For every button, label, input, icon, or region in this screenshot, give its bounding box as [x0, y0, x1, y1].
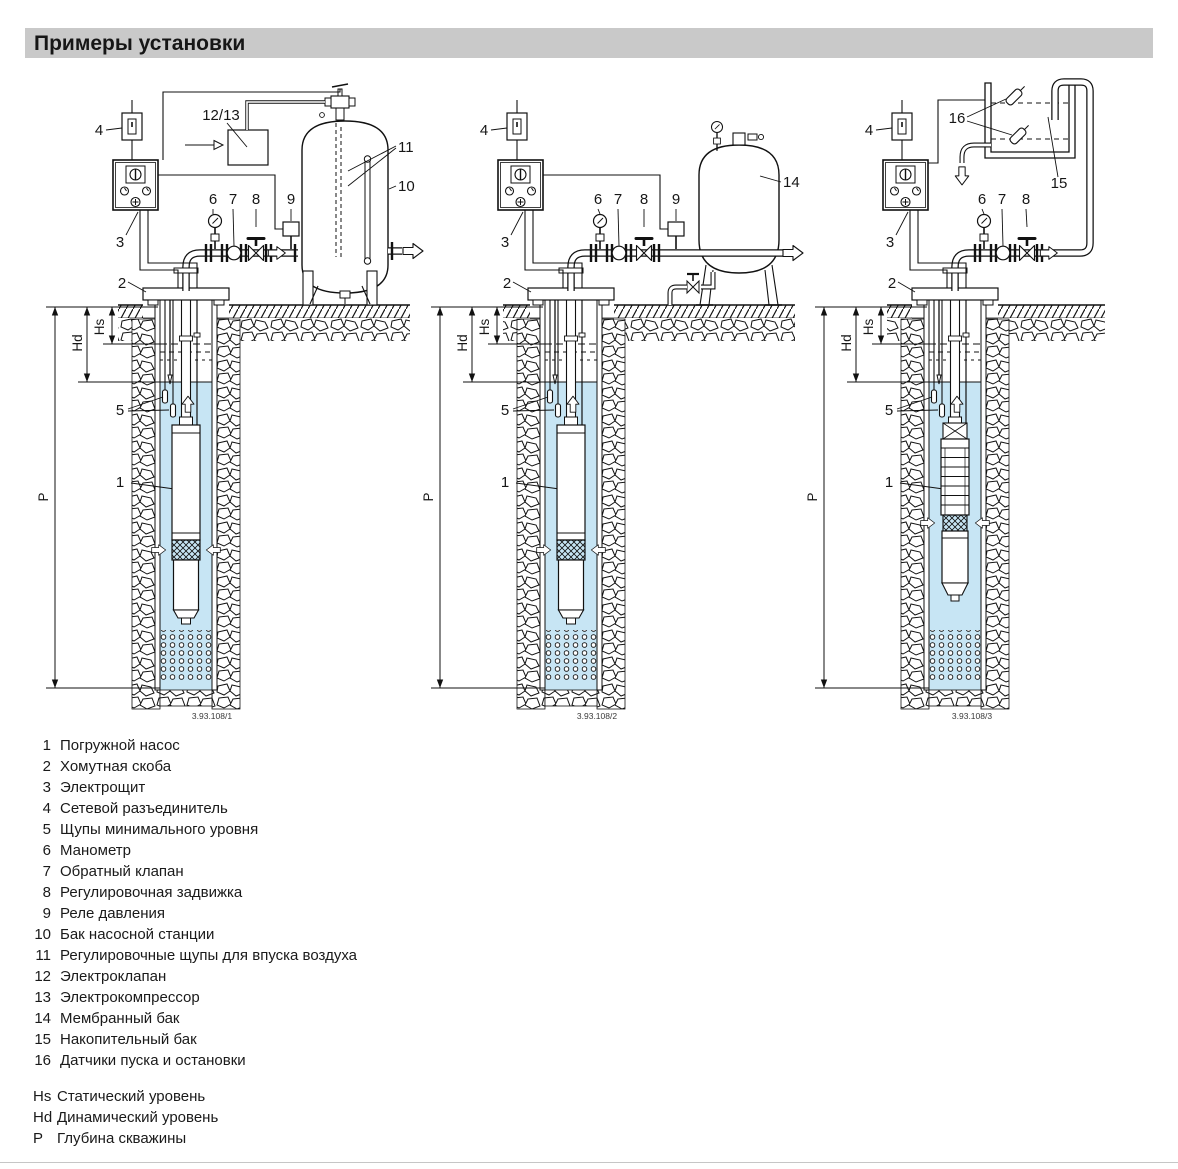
discharge-arrow — [955, 167, 969, 185]
legend-item: 11 Регулировочные щупы для впуска воздуха — [35, 947, 357, 964]
legend-item: 5 Щупы минимального уровня — [42, 821, 259, 838]
callout-11: 11 — [398, 139, 414, 156]
outlet-arrow — [783, 246, 803, 261]
legend-item: 6 Манометр — [42, 842, 132, 859]
air-intake-arrow — [214, 141, 223, 150]
callout-9: 9 — [286, 191, 296, 208]
callout-14: 14 — [783, 174, 800, 191]
callout-5: 5 — [884, 402, 894, 419]
callout-3: 3 — [115, 234, 125, 251]
callout-6: 6 — [208, 191, 218, 208]
callout-4: 4 — [864, 122, 874, 139]
page-title: Примеры установки — [34, 32, 246, 55]
solenoid-compressor-box — [228, 130, 268, 165]
legend-item: 4 Сетевой разъединитель — [42, 800, 228, 817]
legend-item: 12 Электроклапан — [34, 968, 167, 985]
bottom-divider — [0, 1162, 1178, 1163]
callout-6: 6 — [977, 191, 987, 208]
legend-item: 16 Датчики пуска и остановки — [34, 1052, 246, 1069]
abbr-item: Hs Статический уровень — [33, 1088, 206, 1105]
check-valve — [996, 246, 1010, 260]
mains-disconnect — [122, 113, 142, 140]
callout-8: 8 — [251, 191, 261, 208]
callout-6: 6 — [593, 191, 603, 208]
legend-item: 3 Электрощит — [42, 779, 146, 796]
pressure-switch — [283, 222, 299, 236]
callout-7: 7 — [613, 191, 623, 208]
callout-5: 5 — [500, 402, 510, 419]
callout-8: 8 — [639, 191, 649, 208]
air-pipe — [247, 102, 325, 130]
mains-disconnect — [892, 113, 912, 140]
legend-item: 7 Обратный клапан — [42, 863, 184, 880]
legend-item: 9 Реле давления — [42, 905, 166, 922]
drain-valve-assembly — [670, 272, 713, 305]
dim-hs: Hs — [861, 318, 876, 336]
dim-hs: Hs — [477, 318, 492, 336]
dim-hd: Hd — [70, 334, 85, 352]
outlet-arrow — [403, 244, 423, 259]
dim-p: P — [805, 492, 820, 502]
legend-item: 10 Бак насосной станции — [34, 926, 215, 943]
dim-p: P — [36, 492, 51, 502]
legend-item: 14 Мембранный бак — [34, 1010, 180, 1027]
callout-4: 4 — [479, 122, 489, 139]
control-panel — [113, 160, 158, 210]
legend-item: 8 Регулировочная задвижка — [42, 884, 243, 901]
callout-7: 7 — [228, 191, 238, 208]
legend-item: 15 Накопительный бак — [34, 1031, 197, 1048]
installation-diagrams — [0, 75, 1178, 727]
diagram-membrane-tank — [421, 100, 803, 721]
callout-2: 2 — [117, 275, 127, 292]
control-panel — [498, 160, 543, 210]
start-stop-sensor — [1009, 123, 1032, 146]
dim-hd: Hd — [455, 334, 470, 352]
callout-1: 1 — [884, 474, 894, 491]
control-panel — [883, 160, 928, 210]
dim-p: P — [421, 492, 436, 502]
callout-15: 15 — [1050, 175, 1068, 192]
legend — [33, 735, 357, 1071]
figure-number-1: 3.93.108/1 — [191, 711, 233, 721]
legend-item: 2 Хомутная скоба — [42, 758, 172, 775]
callout-3: 3 — [885, 234, 895, 251]
callout-3: 3 — [500, 234, 510, 251]
check-valve — [612, 246, 626, 260]
callout-16: 16 — [948, 110, 966, 127]
tank-pump-station — [302, 84, 388, 305]
abbr-item: Hd Динамический уровень — [33, 1109, 219, 1126]
abbreviations — [33, 1086, 218, 1149]
dim-hs: Hs — [92, 318, 107, 336]
diagram-pump-station-tank — [36, 84, 423, 721]
manometer — [209, 215, 222, 250]
dim-hd: Hd — [839, 334, 854, 352]
manometer — [594, 215, 607, 250]
figure-number-3: 3.93.108/3 — [951, 711, 993, 721]
section-title-bar — [25, 28, 1153, 58]
membrane-tank — [670, 121, 782, 305]
callout-9: 9 — [671, 191, 681, 208]
start-stop-sensor — [1005, 84, 1028, 107]
figure-number-2: 3.93.108/2 — [576, 711, 618, 721]
callout-7: 7 — [997, 191, 1007, 208]
pressure-switch — [668, 222, 684, 236]
callout-10: 10 — [398, 178, 415, 195]
callout-12-13: 12/13 — [202, 107, 240, 124]
diagram-storage-tank — [805, 82, 1105, 721]
callout-4: 4 — [94, 122, 104, 139]
callout-2: 2 — [887, 275, 897, 292]
check-valve — [227, 246, 241, 260]
level-gauge-tube — [365, 161, 370, 259]
callout-1: 1 — [500, 474, 510, 491]
legend-item: 13 Электрокомпрессор — [34, 989, 200, 1006]
mains-disconnect — [507, 113, 527, 140]
callout-5: 5 — [115, 402, 125, 419]
callout-8: 8 — [1021, 191, 1031, 208]
legend-item: 1 Погружной насос — [42, 737, 180, 754]
manometer — [978, 215, 991, 250]
callout-2: 2 — [502, 275, 512, 292]
callout-1: 1 — [115, 474, 125, 491]
abbr-item: P Глубина скважины — [33, 1130, 187, 1147]
